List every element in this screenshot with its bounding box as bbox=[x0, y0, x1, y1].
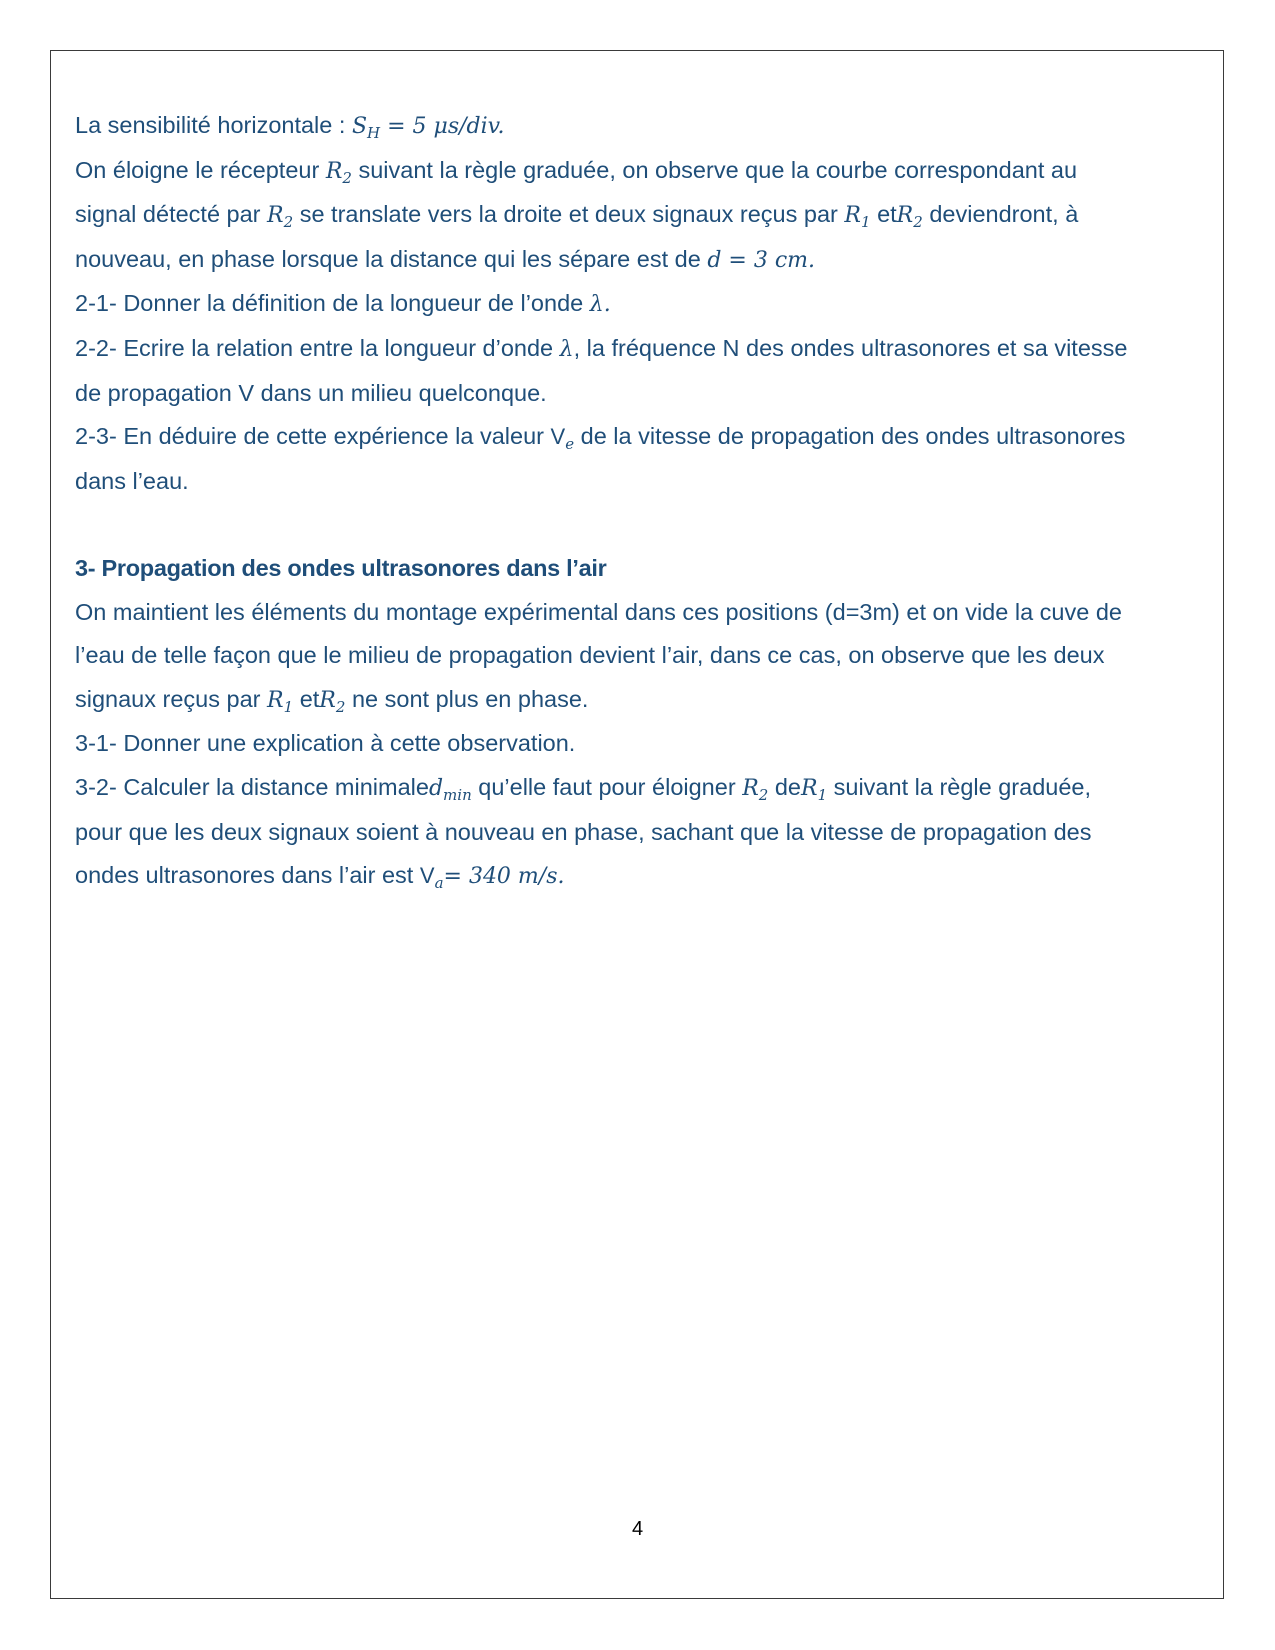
paragraph-1-line-2: signal détecté par $R_2$ se translate vers la droite et deux signaux reçus par $R_1$ etR$_2$ deviendront, à bbox=[75, 201, 1079, 232]
paragraph-3-line-2: l’eau de telle façon que le milieu de propagation devient l’air, dans ce cas, on observe que les deux bbox=[75, 642, 1105, 669]
question-3-2-line-2: pour que les deux signaux soient à nouveau en phase, sachant que la vitesse de propagation des bbox=[75, 818, 1092, 845]
r1-symbol: $R_1$ bbox=[800, 775, 828, 804]
v-symbol: V bbox=[238, 379, 255, 406]
r2-symbol: $R_2$ bbox=[896, 203, 923, 232]
document-body bbox=[75, 104, 1205, 899]
r2-symbol: $R_2$ bbox=[319, 687, 346, 716]
page-number: 4 bbox=[631, 1518, 644, 1540]
lambda-symbol: λ. bbox=[589, 292, 611, 318]
lambda-symbol: λ bbox=[559, 336, 574, 362]
question-2-1: 2-1- Donner la définition de la longueur de l’onde λ. bbox=[75, 290, 611, 318]
r1-symbol: $R_1$ bbox=[844, 203, 871, 232]
sensitivity-label: La sensibilité horizontale : bbox=[75, 112, 346, 138]
paragraph-1-line-1: On éloigne le récepteur $R_2$ suivant la règle graduée, on observe que la courbe correspondant au bbox=[75, 156, 1078, 187]
sensitivity-line bbox=[75, 104, 1205, 149]
question-2-3-line-1: 2-3- En déduire de cette expérience la valeur $V_e$ de la vitesse de propagation des ondes ultrasonores bbox=[75, 423, 1126, 454]
paragraph-3-line-3: signaux reçus par $R_1$ etR$_2$ ne sont plus en phase. bbox=[75, 685, 589, 716]
distance-formula: d = 3 cm. bbox=[707, 247, 816, 273]
question-2-2-line-2: de propagation V dans un milieu quelconque. bbox=[75, 379, 547, 406]
question-2-2-line-1: 2-2- Ecrire la relation entre la longueur d’onde λ, la fréquence N des ondes ultrasonores et sa vitesse bbox=[75, 334, 1128, 362]
dmin-symbol: $d_{min}$ bbox=[428, 775, 472, 804]
r2-symbol: $R_2$ bbox=[325, 158, 352, 187]
r2-symbol: $R_2$ bbox=[267, 203, 294, 232]
question-3-2-line-1: 3-2- Calculer la distance minimaled$_{min}$ qu’elle faut pour éloigner $R_2$ deR$_1$ suivant la règle graduée, bbox=[75, 773, 1092, 804]
r2-symbol: $R_2$ bbox=[742, 775, 769, 804]
paragraph-1-line-3: nouveau, en phase lorsque la distance qui les sépare est de d = 3 cm. bbox=[75, 245, 816, 273]
paragraph-3-line-1: On maintient les éléments du montage expérimental dans ces positions (d=3m) et on vide la cuve de bbox=[75, 598, 1122, 625]
sensitivity-formula: $S_H = 5$ μs/div. bbox=[351, 114, 505, 142]
va-formula: $V_a= 340$ m/s. bbox=[419, 863, 565, 893]
section-3-heading: 3- Propagation des ondes ultrasonores dans l’air bbox=[75, 554, 607, 581]
r1-symbol: $R_1$ bbox=[267, 687, 294, 716]
ve-symbol: $V_e$ bbox=[550, 424, 575, 454]
question-3-1: 3-1- Donner une explication à cette observation. bbox=[75, 730, 576, 757]
question-3-2-line-3: ondes ultrasonores dans l’air est $V_a= 340$ m/s. bbox=[75, 862, 565, 893]
question-2-3-line-2: dans l’eau. bbox=[75, 467, 189, 494]
